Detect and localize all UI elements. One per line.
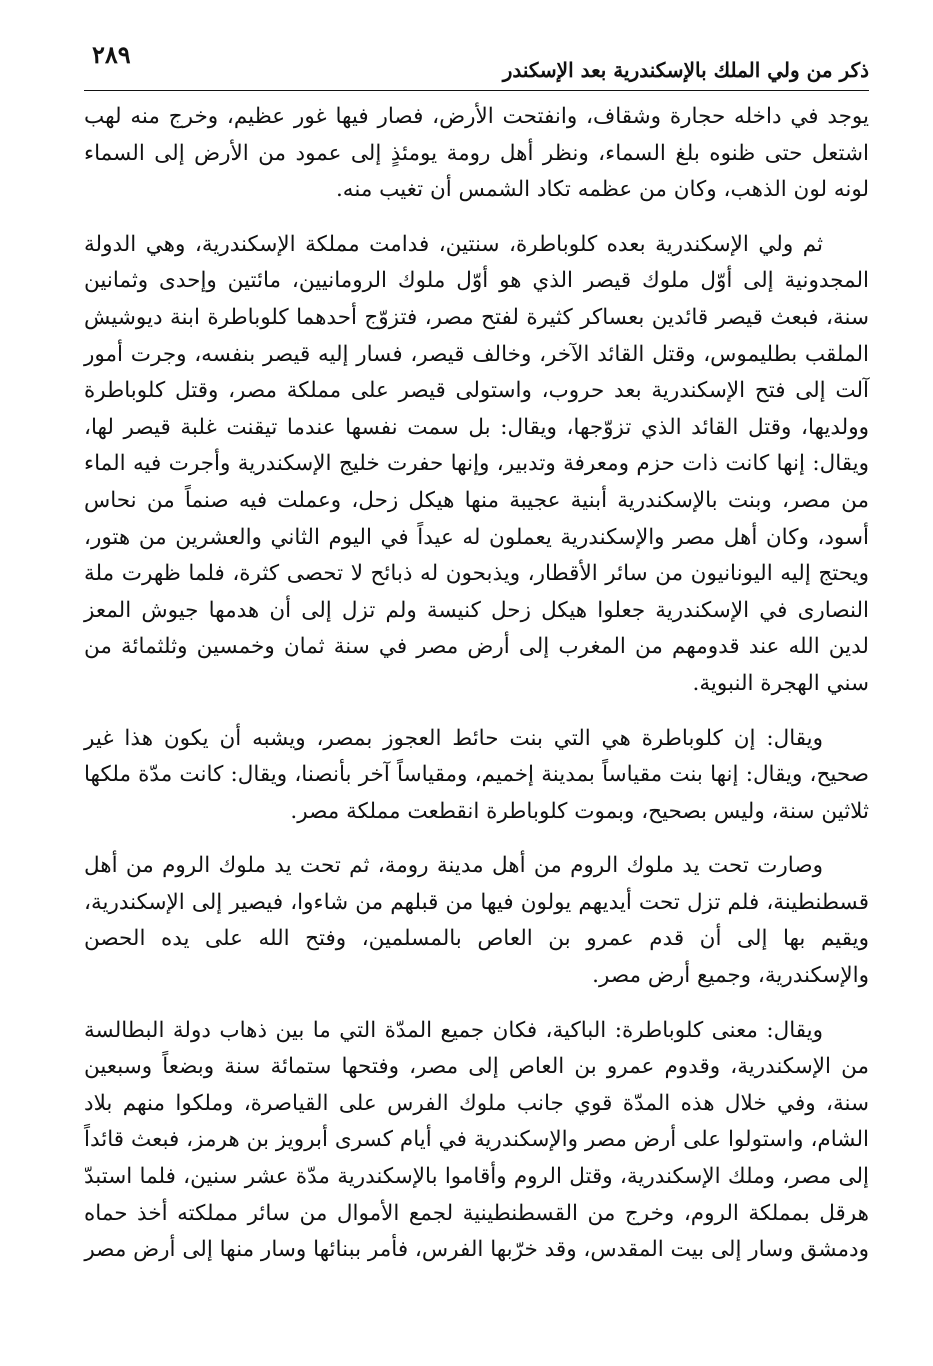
page-number: ٢٨٩ [92, 40, 131, 69]
paragraph-3: ويقال: إن كلوباطرة هي التي بنت حائط العجوز بمصر، ويشبه أن يكون هذا غير صحيح، ويقال: إنها بنت مقياساً بمدينة إخميم، ومقياساً آخر بأنصنا، ويقال: كانت مدّة ملكها ثلاثين سنة، وليس بصحيح، وبموت كلوباطرة انقطعت مملكة مصر. [84, 725, 869, 824]
paragraph-5: ويقال: معنى كلوباطرة: الباكية، فكان جميع المدّة التي ما بين ذهاب دولة البطالسة من الإسكندرية، وقدوم عمرو بن العاص إلى مصر، وفتحها ستمائة سنة وبضعاً وسبعين سنة، وفي خلال هذه المدّة قوي جانب ملوك الفرس على القياصرة، وملكوا منهم بلاد الشام، واستولوا على أرض مصر والإسكندرية في أيام كسرى أبرويز بن هرمز، فبعث قائداً إلى مصر، وملك الإسكندرية، وقتل الروم وأقاموا بالإسكندرية مدّة عشر سنين، فلما استبدّ هرقل بمملكة الروم، وخرج من القسطنطينية لجمع الأموال من سائر مملكته أخذ حماه ودمشق وسار إلى بيت المقدس، وقد خرّبها الفرس، فأمر ببنائها وسار منها إلى أرض مصر [84, 1017, 869, 1263]
paragraph-4: وصارت تحت يد ملوك الروم من أهل مدينة رومة، ثم تحت يد ملوك الروم من أهل قسطنطينة، فلم تزل تحت أيديهم يولون فيها من قبلهم من شاءوا، فيصير إلى الإسكندرية، ويقيم بها إلى أن قدم عمرو بن العاص بالمسلمين، وفتح الله على يده الحصن والإسكندرية، وجميع أرض مصر. [84, 853, 869, 989]
paragraph-1: يوجد في داخله حجارة وشقاف، وانفتحت الأرض، فصار فيها غور عظيم، وخرج منه لهب اشتعل حتى ظنوه بلغ السماء، ونظر أهل رومة يومئذٍ إلى عمود من الأرض إلى السماء لونه لون الذهب، وكان من عظمه تكاد الشمس أن تغيب منه. [84, 104, 869, 203]
paragraph-2: ثم ولي الإسكندرية بعده كلوباطرة، سنتين، فدامت مملكة الإسكندرية، وهي الدولة المجدونية إلى أوّل ملوك قيصر الذي هو أوّل ملوك الرومانيين، مائتين وإحدى وثمانين سنة، فبعث قيصر قائدين بعساكر كثيرة لفتح مصر، فتزوّج أحدهما كلوباطرة ابنة ديوشيش الملقب بطليموس، وقتل القائد الآخر، وخالف قيصر، فسار إليه قيصر بنفسه، وجرت أمور آلت إلى فتح الإسكندرية بعد حروب، واستولى قيصر على مملكة مصر، وقتل كلوباطرة وولديها، وقتل القائد الذي تزوّجها، ويقال: بل سمت نفسها عندما تيقنت غلبة قيصر لها، ويقال: إنها كانت ذات حزم ومعرفة وتدبير، وإنها حفرت خليج الإسكندرية وأجرت فيه الماء من مصر، وبنت بالإسكندرية أبنية عجيبة منها هيكل زحل، وعملت فيه صنماً من نحاس أسود، وكان أهل مصر والإسكندرية يعملون له عيداً في اليوم الثاني والعشرين من هتور، ويحتج إليه اليونانيون من سائر الأقطار، ويذبحون له ذبائح لا تحصى كثرة، فلما ظهرت ملة النصارى في الإسكندرية جعلوا هيكل زحل كنيسة ولم تزل إلى أن هدمها جيوش المعز لدين الله عند قدومهم من المغرب إلى أرض مصر في سنة ثمان وخمسين وثلثمائة من سني الهجرة النبوية. [84, 231, 869, 696]
book-page [84, 30, 869, 1330]
running-title: ذكر من ولي الملك بالإسكندرية بعد الإسكندر [502, 58, 869, 82]
body-text [84, 99, 869, 1269]
page-header [84, 30, 869, 91]
